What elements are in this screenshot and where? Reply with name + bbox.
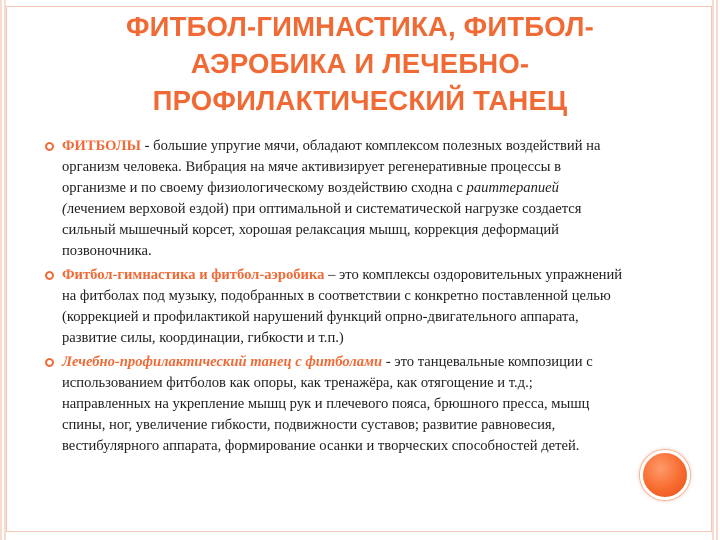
bullet-ring-icon bbox=[45, 142, 54, 151]
right-decorative-stripe bbox=[712, 0, 720, 540]
bullet-fitball-gymnastics bbox=[44, 265, 624, 349]
bullet-term: Лечебно-профилактический танец с фитболами bbox=[62, 354, 383, 370]
title-line: ФИТБОЛ-ГИМНАСТИКА, ФИТБОЛ- bbox=[125, 11, 595, 42]
bullet-ring-icon bbox=[45, 271, 54, 280]
bullet-text: - большие упругие мячи, обладают комплексом полезных воздействий на организм человека. Вибрация на мяче активизирует регенеративные процессы в организме и по своему физиологическому воздействию сходна с bbox=[62, 138, 601, 196]
bullet-term: Фитбол-гимнастика и фитбол-аэробика bbox=[62, 267, 325, 283]
bullet-list bbox=[44, 136, 624, 457]
bullet-text: – это комплексы оздоровительных упражнений на фитболах под музыку, подобранных в соответствии с конкретно поставленной целью (коррекцией и профилактикой нарушений функций опрно-двигательного аппарата, развитие силы, координации, гибкости и т.п.) bbox=[62, 267, 623, 346]
slide-title bbox=[30, 8, 690, 119]
title-line: ПРОФИЛАКТИЧЕСКИЙ ТАНЕЦ bbox=[152, 85, 568, 116]
bullet-fitballs bbox=[44, 136, 624, 262]
bullet-therapeutic-dance bbox=[44, 352, 624, 457]
title-line: АЭРОБИКА И ЛЕЧЕБНО- bbox=[190, 48, 530, 79]
bullet-term: ФИТБОЛЫ bbox=[62, 138, 141, 154]
bullet-text: - это танцевальные композиции с использованием фитболов как опоры, как тренажёра, как отягощение и т.д.; направленных на укрепление мышц рук и плечевого пояса, брюшного пресса, мышц спины, ног, увеличение гибкости, подвижности суставов; развитие равновесия, вестибулярного аппарата, формирование осанки и творческих способностей детей. bbox=[62, 354, 593, 454]
bullet-text: лечением верховой ездой) при оптимальной и систематической нагрузке создается сильный мышечный корсет, хорошая релаксация мышц, коррекция деформаций позвоночника. bbox=[62, 201, 582, 259]
bullet-ring-icon bbox=[45, 358, 54, 367]
bullet-text-italic: раиттерапией ( bbox=[62, 180, 559, 217]
orange-circle-decoration bbox=[640, 450, 690, 500]
